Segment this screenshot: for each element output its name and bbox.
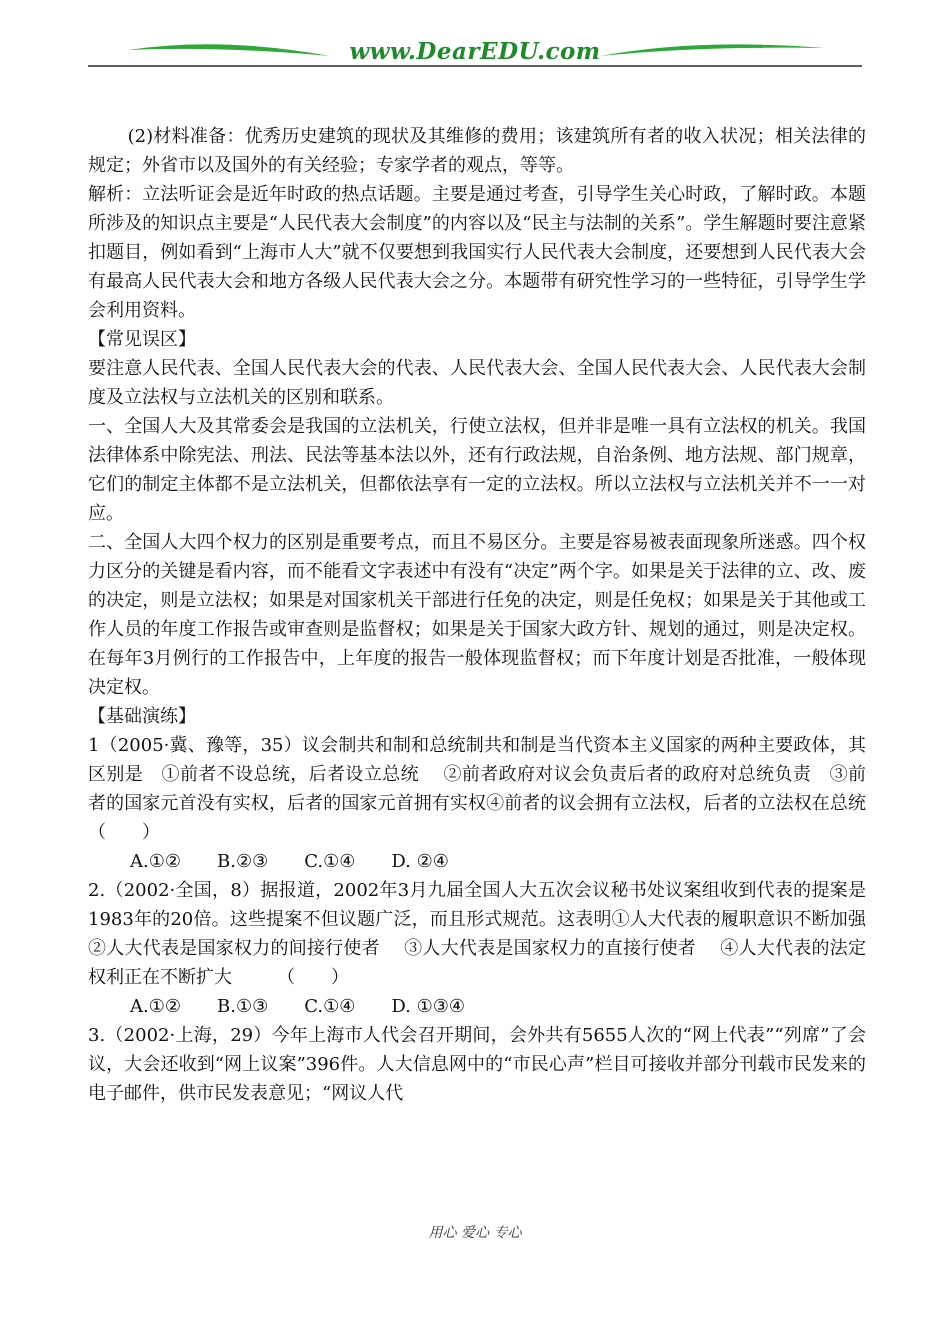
section-heading-misconceptions: 【常见误区】 (88, 329, 196, 350)
page-footer: 用心 爱心 专心 (428, 1225, 522, 1241)
question-2: 2.（2002·全国，8）据报道，2002年3月九届全国人大五次会议秘书处议案组收到代表的提案是1983年的20倍。这些提案不但议题广泛，而且形式规范。这表明①人大代表的履职意识不断加强 ②人大代表是国家权力的间接行使者 ③人大代表是国家权力的直接行使者 ④人大代表的法定权利正在不断扩大 （ ） (88, 880, 890, 988)
misconception-point-1: 一、全国人大及其常委会是我国的立法机关，行使立法权，但并非是唯一具有立法权的机关。我国法律体系中除宪法、刑法、民法等基本法以外，还有行政法规，自治条例、地方法规、部门规章，它们的制定主体都不是立法机关，但都依法享有一定的立法权。所以立法权与立法机关并不一一对应。 (88, 416, 866, 524)
section-heading-practice: 【基础演练】 (88, 706, 196, 727)
analysis-paragraph: 解析：立法听证会是近年时政的热点话题。主要是通过考查，引导学生关心时政，了解时政。本题所涉及的知识点主要是“人民代表大会制度”的内容以及“民主与法制的关系”。学生解题时要注意紧扣题目，例如看到“上海市人大”就不仅要想到我国实行人民代表大会制度，还要想到人民代表大会有最高人民代表大会和地方各级人民代表大会之分。本题带有研究性学习的一些特征，引导学生学会利用资料。 (88, 184, 866, 321)
question-3: 3.（2002·上海，29）今年上海市人代会召开期间，会外共有5655人次的“网上代表”“列席”了会议，大会还收到“网上议案”396件。人大信息网中的“市民心声”栏目可接收并部分刊载市民发来的电子邮件，供市民发表意见；“网议人代 (88, 1025, 866, 1104)
question-1: 1（2005·冀、豫等，35）议会制共和制和总统制共和制是当代资本主义国家的两种主要政体，其区别是 ①前者不设总统，后者设立总统 ②前者政府对议会负责后者的政府对总统负责 ③前者的国家元首没有实权，后者的国家元首拥有实权④前者的议会拥有立法权，后者的立法权在总统 （ ） (88, 735, 938, 843)
site-logo-text[interactable]: www.DearEDU.com (349, 38, 601, 65)
material-prep-paragraph: (2)材料准备：优秀历史建筑的现状及其维修的费用；该建筑所有者的收入状况；相关法律的规定；外省市以及国外的有关经验；专家学者的观点，等等。 (88, 126, 866, 176)
question-1-options: A.①② B.②③ C.①④ D. ②④ (130, 851, 449, 872)
document-body (88, 122, 938, 1108)
misconception-point-2: 二、全国人大四个权力的区别是重要考点，而且不易区分。主要是容易被表面现象所迷惑。四个权力区分的关键是看内容，而不能看文字表述中有没有“决定”两个字。如果是关于法律的立、改、废的决定，则是立法权；如果是对国家机关干部进行任免的决定，则是任免权；如果是关于其他或工作人员的年度工作报告或审查则是监督权；如果是关于国家大政方针、规划的通过，则是决定权。在每年3月例行的工作报告中，上年度的报告一般体现监督权；而下年度计划是否批准，一般体现决定权。 (88, 532, 866, 698)
question-2-options: A.①② B.①③ C.①④ D. ①③④ (130, 996, 465, 1017)
misconception-intro: 要注意人民代表、全国人民代表大会的代表、人民代表大会、全国人民代表大会、人民代表大会制度及立法权与立法机关的区别和联系。 (88, 358, 866, 408)
page-header (0, 0, 950, 75)
